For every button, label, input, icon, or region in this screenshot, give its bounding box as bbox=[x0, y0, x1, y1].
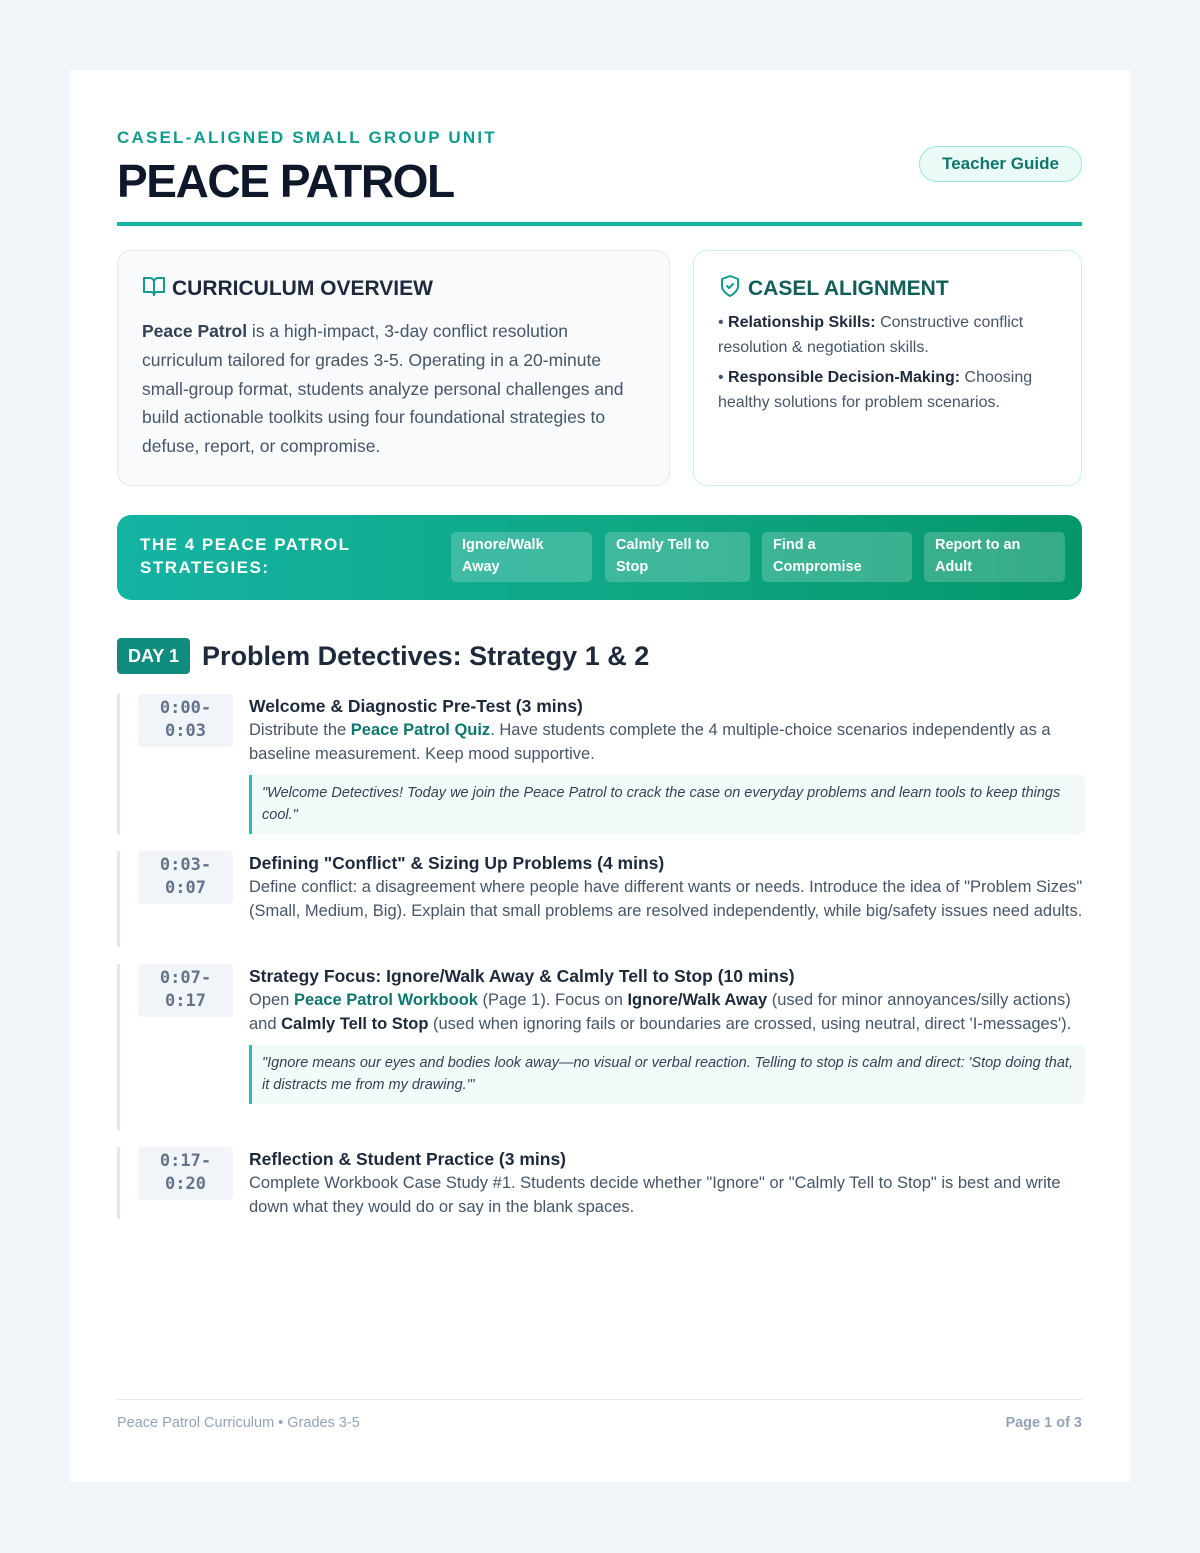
strategy-chip-ignore-walk-away bbox=[451, 532, 592, 582]
overview-lead: Peace Patrol bbox=[142, 321, 248, 341]
strategies-label-line: STRATEGIES: bbox=[140, 558, 270, 577]
block-content bbox=[249, 694, 1085, 834]
time-end: 0:07 bbox=[165, 878, 206, 898]
page-number: Page 1 of 3 bbox=[1005, 1415, 1082, 1431]
block-text: Complete Workbook Case Study #1. Students decide whether "Ignore" or "Calmly Tell to Stop" is best and write down what they would do or say in the blank spaces. bbox=[249, 1174, 1061, 1217]
strategy-name: Calmly Tell to Stop bbox=[281, 1015, 429, 1034]
strategy-chip-find-a-compromise bbox=[762, 532, 912, 582]
schedule-block bbox=[117, 1147, 1082, 1219]
document-page bbox=[70, 70, 1130, 1482]
strategy-chip-line: Compromise bbox=[773, 559, 862, 575]
strategy-name: Ignore/Walk Away bbox=[627, 991, 768, 1009]
block-text: Define conflict: a disagreement where people have different wants or needs. Introduce the idea of "Problem Sizes" (Small, Medium, Big). Explain that small problems are resolved independently, while big/safety issues need adults. bbox=[249, 878, 1083, 921]
casel-list bbox=[718, 311, 1057, 415]
quiz-link-text: Peace Patrol Quiz bbox=[350, 721, 491, 739]
block-title: Reflection & Student Practice (3 mins) bbox=[249, 1149, 567, 1169]
unit-eyebrow: CASEL-ALIGNED SMALL GROUP UNIT bbox=[117, 128, 497, 147]
header-divider bbox=[117, 222, 1082, 226]
strategy-chip-line: Ignore/Walk bbox=[462, 537, 544, 553]
block-text bbox=[249, 988, 1085, 1037]
time-range bbox=[138, 1147, 233, 1200]
teacher-script-quote: "Welcome Detectives! Today we join the Peace Patrol to crack the case on everyday problems and learn tools to keep things cool." bbox=[249, 775, 1085, 834]
teacher-script-quote: "Ignore means our eyes and bodies look away—no visual or verbal reaction. Telling to stop is calm and direct: 'Stop doing that, it distracts me from my drawing.'" bbox=[249, 1045, 1085, 1104]
block-text bbox=[249, 718, 1085, 767]
casel-item-label: Relationship Skills: bbox=[728, 314, 876, 331]
time-start: 0:17- bbox=[159, 1151, 212, 1171]
time-end: 0:20 bbox=[165, 1174, 206, 1194]
casel-item-label: Responsible Decision-Making: bbox=[728, 369, 961, 386]
text-segment: (used when ignoring fails or boundaries are crossed, using neutral, direct 'I-messages'). bbox=[428, 1015, 1072, 1034]
page-title: PEACE PATROL bbox=[117, 155, 454, 207]
strategies-label bbox=[140, 533, 380, 579]
day-heading bbox=[117, 638, 649, 674]
text-segment: . Have students complete the 4 multiple-choice scenarios independently as a baseline measurement. Keep mood supportive. bbox=[249, 721, 1051, 764]
casel-item bbox=[718, 366, 1057, 415]
workbook-link-text: Peace Patrol Workbook bbox=[293, 991, 478, 1009]
casel-item bbox=[718, 311, 1057, 360]
curriculum-overview-card bbox=[117, 250, 670, 486]
book-open-icon bbox=[142, 274, 166, 304]
time-end: 0:03 bbox=[165, 721, 206, 741]
strategy-chip-line: Away bbox=[462, 559, 500, 575]
casel-item-text: Choosing healthy solutions for problem scenarios. bbox=[718, 369, 1033, 411]
page-content bbox=[117, 70, 1082, 1482]
casel-bullet: • bbox=[718, 369, 729, 386]
strategy-chip-line: Calmly Tell to bbox=[616, 537, 710, 553]
strategies-label-line: THE 4 PEACE PATROL bbox=[140, 535, 351, 554]
day-badge: DAY 1 bbox=[117, 638, 190, 674]
text-segment: Open bbox=[249, 991, 294, 1009]
time-end: 0:17 bbox=[165, 991, 206, 1011]
day-title: Problem Detectives: Strategy 1 & 2 bbox=[202, 640, 650, 671]
time-start: 0:03- bbox=[159, 855, 212, 875]
footer-title: Peace Patrol Curriculum • Grades 3-5 bbox=[117, 1415, 360, 1431]
strategy-chip-line: Stop bbox=[616, 559, 649, 575]
strategy-chip-line: Adult bbox=[935, 559, 973, 575]
block-content bbox=[249, 1147, 1085, 1220]
strategy-chip-calmly-tell-to-stop bbox=[605, 532, 750, 582]
text-segment: Distribute the bbox=[249, 721, 351, 739]
text-segment: (used for minor annoyances/silly actions) and bbox=[249, 991, 1071, 1034]
time-range bbox=[138, 964, 233, 1017]
casel-alignment-card bbox=[693, 250, 1082, 486]
time-start: 0:07- bbox=[159, 968, 212, 988]
time-range bbox=[138, 694, 233, 747]
block-title: Strategy Focus: Ignore/Walk Away & Calmly Tell to Stop (10 mins) bbox=[249, 966, 795, 986]
text-segment: (Page 1). Focus on bbox=[477, 991, 628, 1009]
overview-paragraph bbox=[142, 317, 645, 461]
strategy-chip-line: Find a bbox=[773, 537, 816, 553]
overview-body: is a high-impact, 3-day conflict resolution curriculum tailored for grades 3-5. Operating in a 20-minute small-group format, students analyze personal challenges and build actionable toolkits using four foundational strategies to defuse, report, or compromise. bbox=[142, 321, 624, 457]
block-content bbox=[249, 964, 1085, 1104]
overview-heading: CURRICULUM OVERVIEW bbox=[172, 277, 433, 300]
shield-check-icon bbox=[718, 274, 742, 304]
strategy-chip-line: Report to an bbox=[935, 537, 1021, 553]
time-range bbox=[138, 851, 233, 904]
strategies-banner bbox=[117, 515, 1082, 600]
casel-heading-row bbox=[718, 275, 1057, 303]
teacher-guide-badge: Teacher Guide bbox=[919, 146, 1082, 182]
time-start: 0:00- bbox=[159, 698, 212, 718]
strategy-chip-report-to-an-adult bbox=[924, 532, 1065, 582]
block-title: Defining "Conflict" & Sizing Up Problems (4 mins) bbox=[249, 853, 665, 873]
overview-heading-row bbox=[142, 275, 645, 303]
schedule-block bbox=[117, 851, 1082, 947]
schedule-block bbox=[117, 694, 1082, 834]
casel-item-text: Constructive conflict resolution & negotiation skills. bbox=[718, 314, 1024, 356]
schedule-block bbox=[117, 964, 1082, 1130]
footer-divider bbox=[117, 1399, 1082, 1400]
block-title: Welcome & Diagnostic Pre-Test (3 mins) bbox=[249, 696, 583, 716]
casel-heading: CASEL ALIGNMENT bbox=[748, 277, 949, 300]
casel-bullet: • bbox=[718, 314, 729, 331]
block-content bbox=[249, 851, 1085, 924]
